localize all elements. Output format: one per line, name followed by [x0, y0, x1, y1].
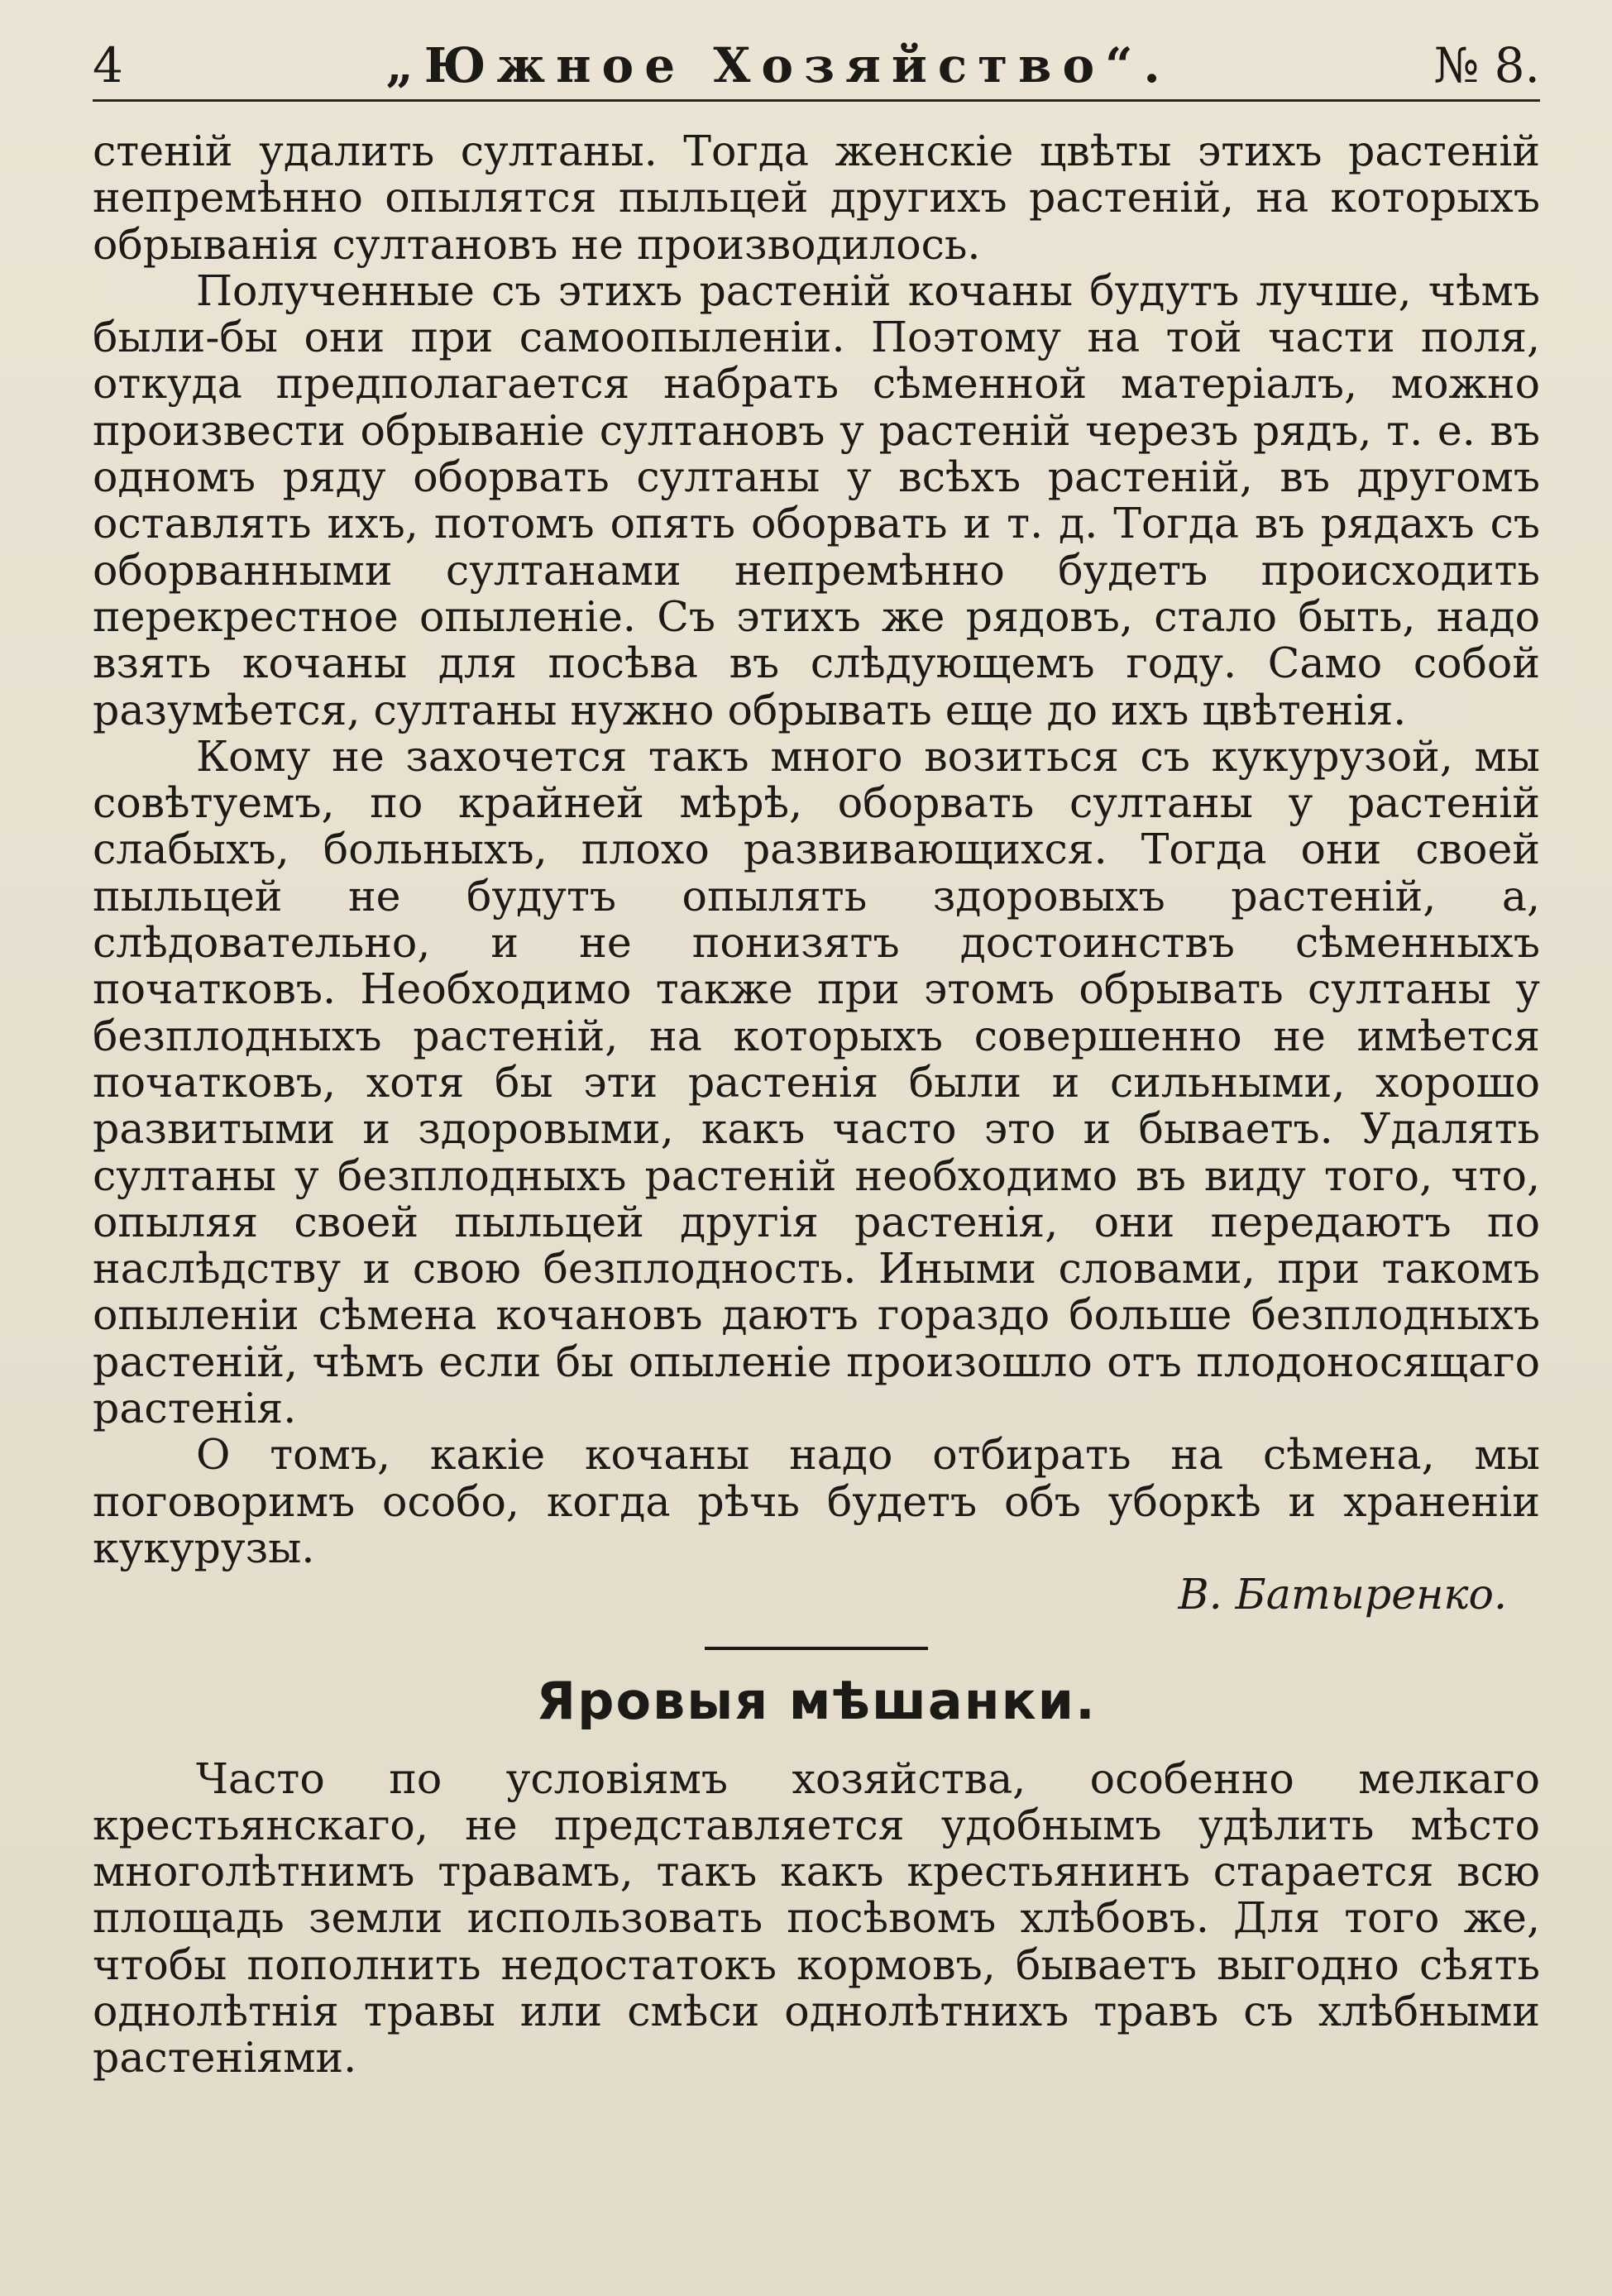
issue-number: № 8. [1433, 37, 1540, 93]
header-rule [93, 99, 1540, 102]
page-number: 4 [93, 37, 123, 93]
paragraph: Часто по условiямъ хозяйства, особенно мелкаго крестьянскаго, не представляется удобнымъ удѣлить мѣсто многолѣтнимъ травамъ, такъ какъ крестьянинъ старается всю площадь земли использовать посѣвомъ хлѣбовъ. Для того же, чтобы пополнить недостатокъ кормовъ, бываетъ выгодно сѣять однолѣтнiя травы или смѣси однолѣтнихъ травъ съ хлѣбными растенiями. [93, 1753, 1540, 2083]
page-body [93, 128, 1540, 2082]
article-title: Яровыя мѣшанки. [536, 1670, 1097, 1731]
paragraph: стенiй удалить султаны. Тогда женскiе цвѣты этихъ растенiй непремѣнно опылятся пыльцей другихъ растенiй, на которыхъ обрыванiя султановъ не производилось. [93, 127, 1540, 269]
page-header [93, 33, 1540, 98]
author-signature: В. Батыренко. [1178, 1570, 1507, 1619]
article-spring-mixtures [93, 1668, 1540, 2082]
journal-title: „Южное Хозяйство“. [385, 37, 1171, 93]
paragraph: Кому не захочется такъ много возиться съ кукурузой, мы совѣтуемъ, по крайней мѣрѣ, оборвать султаны у растенiй слабыхъ, больныхъ, плохо развивающихся. Тогда они своей пыльцей не будутъ опылять здоровыхъ растенiй, а, слѣдовательно, и не понизятъ достоинствъ сѣменныхъ початковъ. Необходимо также при этомъ обрывать султаны у безплодныхъ растенiй, на которыхъ совершенно не имѣется початковъ, хотя бы эти растенiя были и сильными, хорошо развитыми и здоровыми, какъ часто это и бываетъ. Удалять султаны у безплодныхъ растенiй необходимо въ виду того, что, опыляя своей пыльцей другiя растенiя, они передаютъ по наслѣдству и свою безплодность. Иными словами, при такомъ опыленiи сѣмена кочановъ даютъ гораздо больше безплодныхъ растенiй, чѣмъ если бы опыленiе произошло отъ плодоносящаго растенiя. [93, 731, 1540, 1433]
article-corn [93, 128, 1540, 1619]
section-divider [705, 1647, 928, 1650]
paragraph: О томъ, какiе кочаны надо отбирать на сѣмена, мы поговоримъ особо, когда рѣчь будетъ объ уборкѣ и храненiи кукурузы. [93, 1430, 1540, 1572]
paragraph: Полученные съ этихъ растенiй кочаны будутъ лучше, чѣмъ были-бы они при самоопыленiи. Поэтому на той части поля, откуда предполагается набрать сѣменной матерiалъ, можно произвести обрыванiе султановъ у растенiй черезъ рядъ, т. е. въ одномъ ряду оборвать султаны у всѣхъ растенiй, въ другомъ оставлять ихъ, потомъ опять оборвать и т. д. Тогда въ рядахъ съ оборванными султанами непремѣнно будетъ происходить перекрестное опыленiе. Съ этихъ же рядовъ, стало быть, надо взять кочаны для посѣва въ слѣдующемъ году. Само собой разумѣется, султаны нужно обрывать еще до ихъ цвѣтенiя. [93, 265, 1540, 734]
